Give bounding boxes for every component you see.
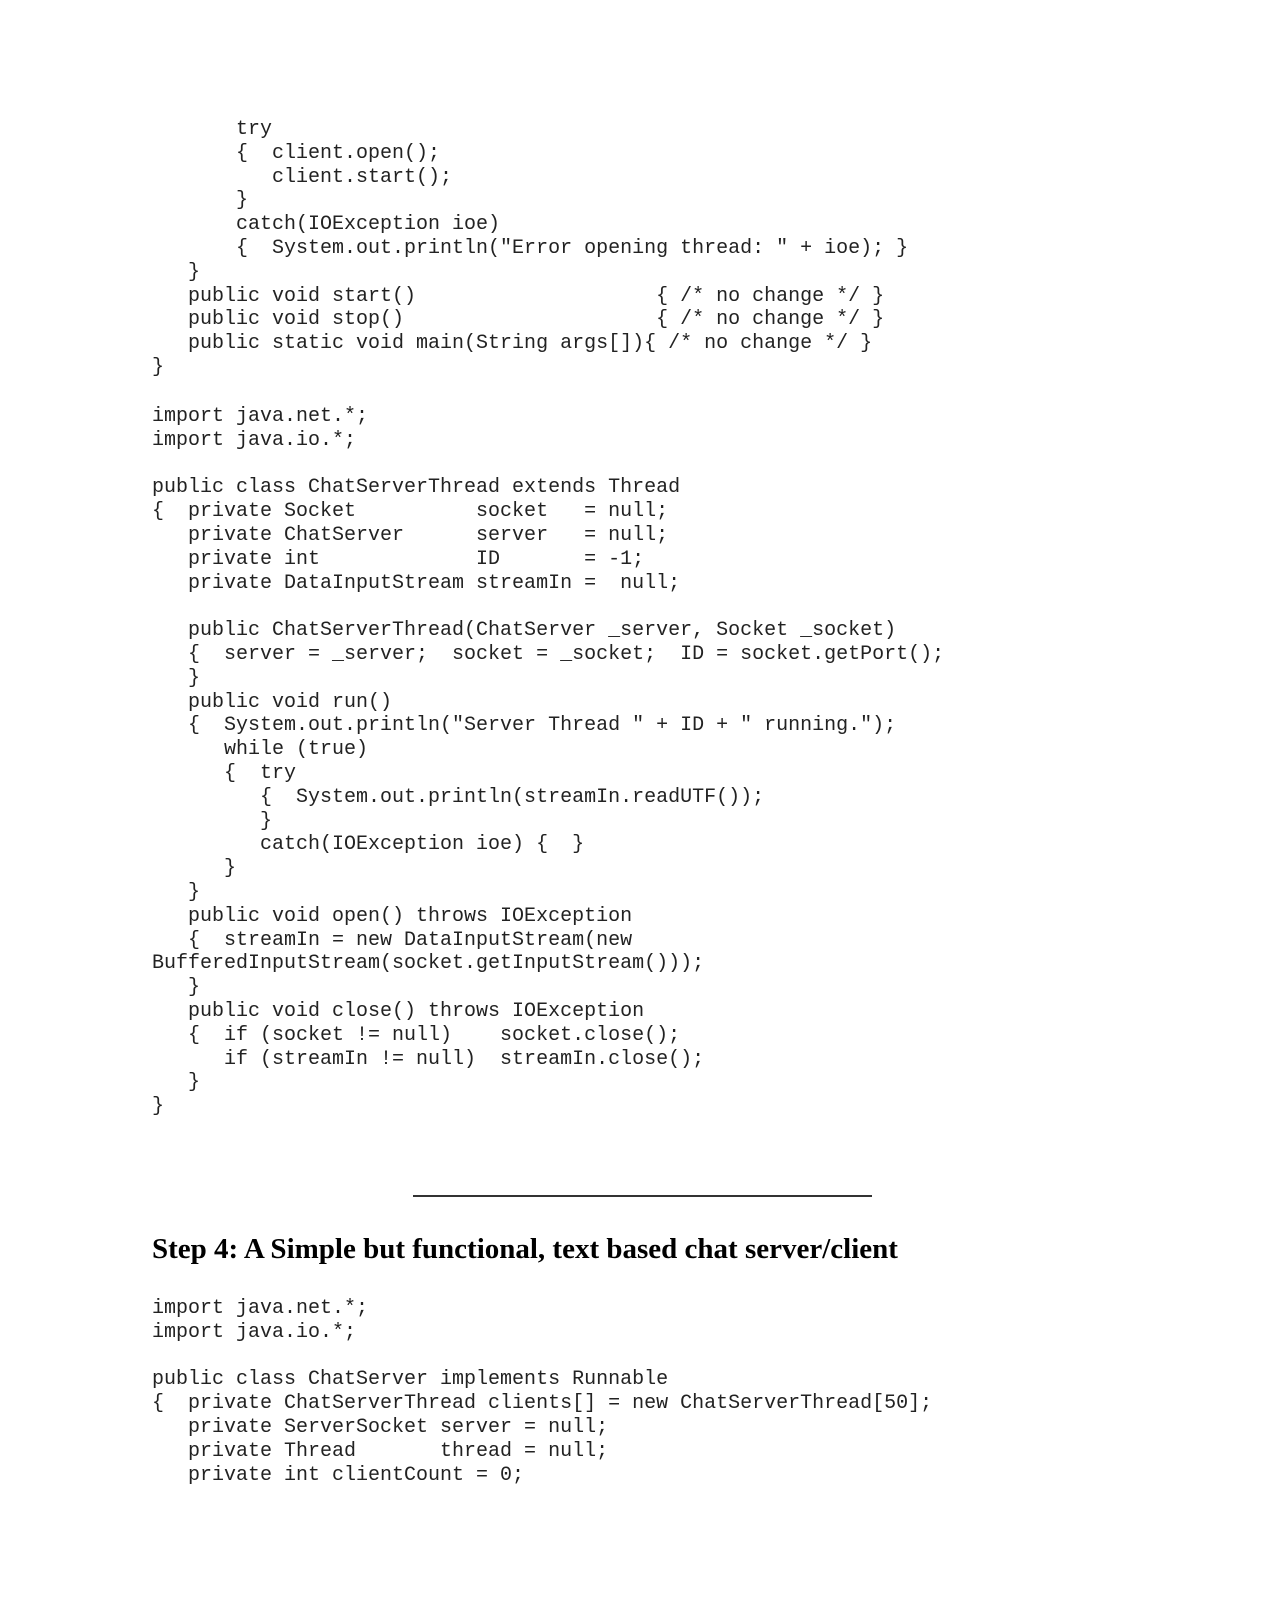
code-line: public ChatServerThread(ChatServer _server, Socket _socket) — [152, 619, 897, 643]
code-line: public class ChatServer implements Runnable — [152, 1368, 669, 1392]
code-line: if (streamIn != null) streamIn.close(); — [152, 1047, 705, 1071]
code-line: private int ID = -1; — [152, 547, 645, 571]
code-line: client.start(); — [152, 165, 453, 189]
code-block-chatclient-tail — [152, 118, 908, 380]
code-line: catch(IOException ioe) { } — [152, 833, 585, 857]
code-line: } — [152, 976, 201, 1000]
code-line: public void start() { /* no change */ } — [152, 284, 885, 308]
step-4-heading: Step 4: A Simple but functional, text based chat server/client — [152, 1233, 898, 1265]
code-line: } — [152, 355, 165, 379]
code-line: { server = _server; socket = _socket; ID = socket.getPort(); — [152, 642, 945, 666]
code-line: private Thread thread = null; — [152, 1439, 609, 1463]
code-line: } — [152, 857, 237, 881]
code-line: private int clientCount = 0; — [152, 1463, 525, 1487]
code-line: { System.out.println("Error opening thread: " + ioe); } — [152, 236, 909, 260]
code-block-chatserverthread — [152, 405, 944, 1119]
code-block-chatserver — [152, 1297, 932, 1487]
code-line: public void close() throws IOException — [152, 999, 645, 1023]
code-line: private ServerSocket server = null; — [152, 1415, 609, 1439]
code-line: { private ChatServerThread clients[] = new ChatServerThread[50]; — [152, 1392, 933, 1416]
code-line: try — [152, 118, 273, 141]
code-line: while (true) — [152, 738, 369, 762]
code-line: public void stop() { /* no change */ } — [152, 308, 885, 332]
code-line: { client.open(); — [152, 141, 441, 165]
code-line: public static void main(String args[]){ /* no change */ } — [152, 332, 873, 356]
code-line: BufferedInputStream(socket.getInputStream())); — [152, 952, 705, 976]
code-line: private DataInputStream streamIn = null; — [152, 571, 681, 595]
code-line: public void open() throws IOException — [152, 904, 633, 928]
code-line: { streamIn = new DataInputStream(new — [152, 928, 633, 952]
code-line: { try — [152, 761, 297, 785]
code-line: } — [152, 260, 201, 284]
code-line: { private Socket socket = null; — [152, 500, 669, 524]
code-line: import java.io.*; — [152, 428, 357, 452]
code-line: { if (socket != null) socket.close(); — [152, 1023, 681, 1047]
code-line: } — [152, 1071, 201, 1095]
code-line: catch(IOException ioe) — [152, 213, 501, 237]
code-line: import java.net.*; — [152, 1297, 369, 1320]
code-line: } — [152, 880, 201, 904]
code-line: } — [152, 666, 201, 690]
code-line: } — [152, 189, 249, 213]
code-line: { System.out.println(streamIn.readUTF()); — [152, 785, 765, 809]
code-line: public class ChatServerThread extends Thread — [152, 476, 681, 500]
section-divider — [413, 1195, 872, 1197]
code-line: private ChatServer server = null; — [152, 523, 669, 547]
code-line — [152, 1345, 932, 1369]
code-line — [152, 595, 944, 619]
code-line: } — [152, 1095, 165, 1119]
code-line: { System.out.println("Server Thread " + ID + " running."); — [152, 714, 897, 738]
code-line: public void run() — [152, 690, 393, 714]
code-line: import java.net.*; — [152, 405, 369, 428]
code-line: } — [152, 809, 273, 833]
code-line: import java.io.*; — [152, 1320, 357, 1344]
code-line — [152, 453, 944, 477]
